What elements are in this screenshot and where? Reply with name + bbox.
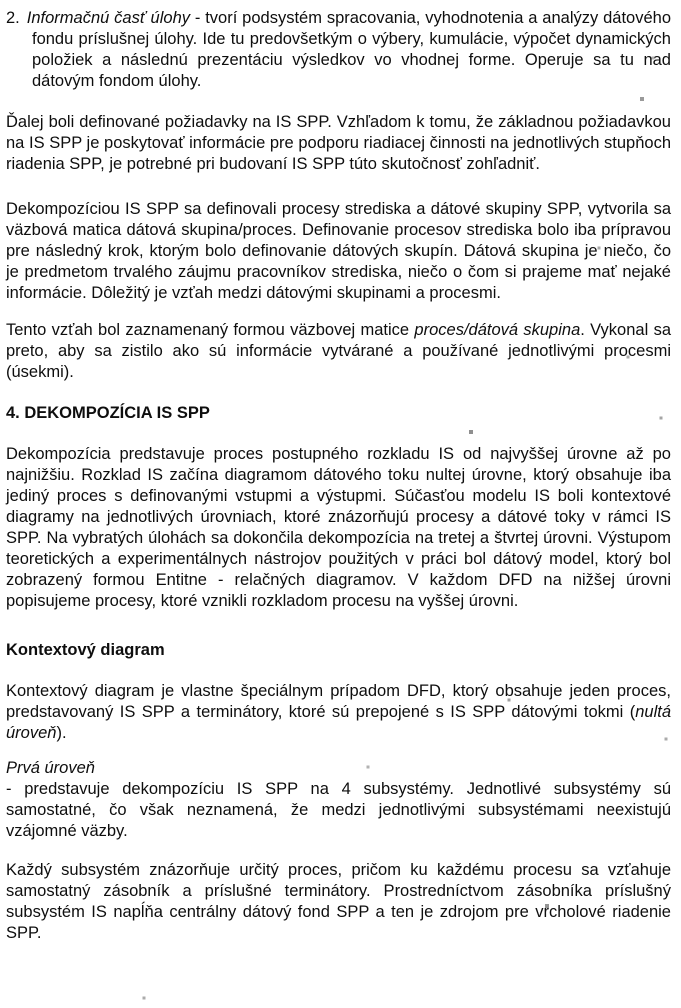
subsection-heading-kontextovy-diagram: Kontextový diagram	[6, 641, 165, 659]
paragraph-kontextovy-italic: nultá úroveň	[6, 703, 671, 742]
list-item-2-number: 2.	[6, 9, 20, 27]
paragraph-kontextovy-diagram	[6, 681, 671, 744]
subsection-heading-prva-uroven: Prvá úroveň	[6, 759, 95, 777]
paragraph-kazdy-subsystem: Každý subsystém znázorňuje určitý proces, pričom ku každému procesu sa vzťahuje samostatný zásobník a príslušné terminátory. Prostredníctvom zásobníka príslušný subsystém IS napĺňa centrálny dátový fond SPP a ten je zdrojom pre vrcholové riadenie SPP.	[6, 861, 671, 942]
paragraph-dekompoziciou: Dekompozíciou IS SPP sa definovali procesy strediska a dátové skupiny SPP, vytvorila sa väzbová matica dátová skupina/proces. Definovanie procesov strediska bolo iba prípravou pre následný krok, ktorým bolo definovanie dátových skupín. Dátová skupina je niečo, čo je predmetom trvalého záujmu pracovníkov strediska, niečo o čom si prajeme mať nejaké informácie. Dôležitý je vzťah medzi dátovými skupinami a procesmi.	[6, 200, 671, 302]
paragraph-dalej: Ďalej boli definované požiadavky na IS SPP. Vzhľadom k tomu, že základnou požiadavkou na IS SPP je poskytovať informácie pre podporu riadiacej činnosti na jednotlivých stupňoch riadenia SPP, je potrebné pri budovaní IS SPP túto skutočnosť zohľadniť.	[6, 113, 671, 173]
paragraph-tento-vztah-italic: proces/dátová skupina	[414, 321, 581, 339]
list-item-2	[6, 8, 671, 92]
paragraph-tento-vztah-text1: Tento vzťah bol zaznamenaný formou väzbovej matice	[6, 321, 415, 339]
list-item-2-text: - tvorí podsystém spracovania, vyhodnotenia a analýzy dátového fondu príslušnej úlohy. Ide tu predovšetkým o výbery, kumulácie, výpočet dynamických položiek a následnú prezentáciu výsledkov vo vhodnej forme. Operuje sa tu nad dátovým fondom úlohy.	[32, 9, 671, 90]
paragraph-tento-vztah	[6, 320, 671, 383]
paragraph-kontextovy-text1: Kontextový diagram je vlastne špeciálnym prípadom DFD, ktorý obsahuje jeden proces, predstavovaný IS SPP a terminátory, ktoré sú prepojené s IS SPP dátovými tokmi (	[6, 682, 671, 721]
paragraph-prva-uroven: - predstavuje dekompozíciu IS SPP na 4 subsystémy. Jednotlivé subsystémy sú samostatné, čo však neznamená, že medzi jednotlivými subsystémami neexistujú vzájomné väzby.	[6, 780, 671, 840]
section-heading-dekompozicia-is-spp: 4. DEKOMPOZÍCIA IS SPP	[6, 404, 210, 422]
scan-noise-speckles	[0, 0, 2, 2]
paragraph-tento-vztah-text2: . Vykonal sa preto, aby sa zistilo ako sú informácie vytvárané a používané jednotlivými procesmi (úsekmi).	[6, 321, 671, 381]
paragraph-kontextovy-text2: ).	[56, 724, 67, 742]
list-item-2-title-italic: Informačnú časť úlohy	[26, 9, 190, 27]
paragraph-dekompozicia: Dekompozícia predstavuje proces postupného rozkladu IS od najvyššej úrovne až po najnižšiu. Rozklad IS začína diagramom dátového toku nultej úrovne, ktorý obsahuje iba jediný proces s definovanými vstupmi a výstupmi. Súčasťou modelu IS boli kontextové diagramy na jednotlivých úrovniach, ktoré znázorňujú procesy a dátové toky v rámci IS SPP. Na vybratých úlohách sa dokončila dekompozícia na tretej a štvrtej úrovni. Výstupom teoretických a experimentálnych nástrojov použitých v práci bol dátový model, ktorý bol zobrazený formou Entitne - relačných diagramov. V každom DFD na nižšej úrovni popisujeme procesy, ktoré vznikli rozkladom procesu na vyššej úrovni.	[6, 445, 671, 610]
